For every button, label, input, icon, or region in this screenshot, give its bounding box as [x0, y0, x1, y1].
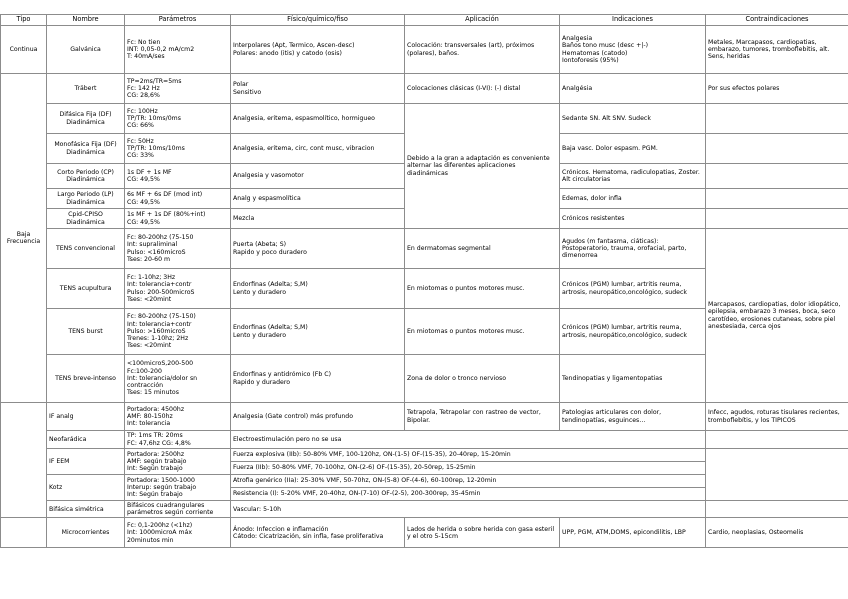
fisico-cpid: Mezcla: [231, 209, 405, 229]
param-tens-acu: Fc: 1-10hz; 3Hz Int: tolerancia+contr Pulso: 200-500microS Tses: <20mint: [125, 269, 231, 309]
span-neofaradica: Electroestimulación pero no se usa: [231, 431, 706, 449]
header-aplicacion: Aplicación: [405, 15, 560, 26]
param-if-analg: Portadora: 4500hz AMF: 80-150hz Int: tolerancia: [125, 403, 231, 431]
contra-cp: [706, 164, 848, 189]
ifeem-fuerza: Fuerza (IIb): 50-80% VMF, 70-100hz, ON-(2-6) OF-(15-35), 20-50rep, 15-25min: [231, 462, 706, 475]
nombre-tens-conv: TENS convencional: [47, 229, 125, 269]
contra-cpid: [706, 209, 848, 229]
nombre-tens-burst: TENS burst: [47, 309, 125, 355]
contra-traebert: Por sus efectos polares: [706, 74, 848, 104]
param-cpid: 1s MF + 1s DF (80%+int) CG: 49,5%: [125, 209, 231, 229]
bifasica-vascular: Vascular: 5-10h: [231, 501, 706, 518]
contra-lp: [706, 189, 848, 209]
aplic-tens-conv: En dermatomas segmental: [405, 229, 560, 269]
kotz-resistencia: Resistencia (I): 5-20% VMF, 20-40hz, ON-(7-10) OF-(2-5), 200-300rep, 35-45min: [231, 488, 706, 501]
contra-tens: Marcapasos, cardiopatias, dolor idiopático, epilepsia, embarazo 3 meses, boca, seco carotídeo, erosiones cutaneas, sobre piel anestesiada, cerca ojos: [706, 229, 848, 403]
contra-eem: [706, 449, 848, 501]
row-bifasica: [1, 501, 848, 518]
aplic-tens-breve: Zona de dolor o tronco nervioso: [405, 355, 560, 403]
fisico-cp: Analgesia y vasomotor: [231, 164, 405, 189]
aplic-tens-acu: En miotomas o puntos motores musc.: [405, 269, 560, 309]
electrotherapy-table: [0, 14, 848, 548]
header-tipo: Tipo: [1, 15, 47, 26]
fisico-mf: Analgesia, eritema, circ, cont musc, vibracion: [231, 134, 405, 164]
fisico-galvanica: Interpolares (Apt, Termico, Ascen-desc) Polares: anodo (itis) y catodo (osis): [231, 26, 405, 74]
nombre-micro: Microcorrientes: [47, 518, 125, 548]
param-ifeem: Portadora: 2500hz AMF: según trabajo Int: Según trabajo: [125, 449, 231, 475]
nombre-bifasica: Bifásica simétrica: [47, 501, 125, 518]
contra-mf: [706, 134, 848, 164]
header-nombre: Nombre: [47, 15, 125, 26]
indic-cpid: Crónicos resistentes: [560, 209, 706, 229]
param-tens-burst: Fc: 80-200hz (75-150) Int: tolerancia+contr Pulso: >160microS Trenes: 1-10hz; 2Hz Tses: <20mint: [125, 309, 231, 355]
kotz-atrofia: Atrofia genérico (IIa): 25-30% VMF, 50-70hz, ON-(5-8) OF-(4-6), 60-100rep, 12-20min: [231, 475, 706, 488]
indic-traebert: Analgésia: [560, 74, 706, 104]
nombre-ifeem: IF EEM: [47, 449, 125, 475]
aplic-tens-burst: En miotomas o puntos motores musc.: [405, 309, 560, 355]
aplic-galvanica: Colocación: transversales (art), próximos (polares), baños.: [405, 26, 560, 74]
fisico-lp: Analg y espasmolítica: [231, 189, 405, 209]
indic-tens-acu: Crónicos (PGM) lumbar, artritis reuma, artrosis, neuropático,oncológico, sudeck: [560, 269, 706, 309]
indic-mf: Baja vasc. Dolor espasm. PGM.: [560, 134, 706, 164]
fisico-tens-conv: Puerta (Abeta; S) Rapido y poco duradero: [231, 229, 405, 269]
indic-micro: UPP, PGM, ATM,DOMS, epicondilitis, LBP: [560, 518, 706, 548]
indic-tens-breve: Tendinopatias y ligamentopatias: [560, 355, 706, 403]
header-parametros: Parámetros: [125, 15, 231, 26]
tipo-micro: [1, 518, 47, 548]
fisico-tens-burst: Endorfinas (Adelta; S,M) Lento y duradero: [231, 309, 405, 355]
tipo-media: [1, 403, 47, 518]
nombre-tens-acu: TENS acupultura: [47, 269, 125, 309]
header-row: [1, 15, 848, 26]
param-bifasica: Bifásicos cuadrangulares parámetros según corriente: [125, 501, 231, 518]
param-mf: Fc: 50Hz TP/TR: 10ms/10ms CG: 33%: [125, 134, 231, 164]
param-traebert: TP=2ms/TR=5ms Fc: 142 Hz CG: 28,6%: [125, 74, 231, 104]
indic-cp: Crónicos. Hematoma, radiculopatias, Zoster. Alt circulatorias: [560, 164, 706, 189]
ifeem-fuerza-explosiva: Fuerza explosiva (IIb): 50-80% VMF, 100-120hz, ON-(1-5) OF-(15-35), 20-40rep, 15-20min: [231, 449, 706, 462]
aplic-if-analg: Tetrapola, Tetrapolar con rastreo de vector, Bipolar.: [405, 403, 560, 431]
row-df: [1, 104, 848, 134]
fisico-micro: Ánodo: Infeccion e inflamación Cátodo: Cicatrización, sin infla, fase proliferativa: [231, 518, 405, 548]
param-tens-conv: Fc: 80-200hz (75-150 Int: supraliminal Pulso: <160microS Tses: 20-60 m: [125, 229, 231, 269]
row-neofaradica: [1, 431, 848, 449]
contra-micro: Cardio, neoplasias, Osteomelis: [706, 518, 848, 548]
tipo-continua: Continua: [1, 26, 47, 74]
fisico-tens-acu: Endorfinas (Adelta; S,M) Lento y duradero: [231, 269, 405, 309]
aplic-diadinamicas: Debido a la gran a adaptación es conveniente alternar las diferentes aplicaciones diadinámicas: [405, 104, 560, 229]
param-neofaradica: TP: 1ms TR: 20ms FC: 47,6hz CG: 4,8%: [125, 431, 231, 449]
row-traebert: [1, 74, 848, 104]
param-micro: Fc: 0,1-200hz (<1hz) Int: 1000microA máx 20minutos min: [125, 518, 231, 548]
nombre-tens-breve: TENS breve-intenso: [47, 355, 125, 403]
nombre-neofaradica: Neofarádica: [47, 431, 125, 449]
aplic-traebert: Colocaciones clásicas (I-VI): (-) distal: [405, 74, 560, 104]
header-indicaciones: Indicaciones: [560, 15, 706, 26]
indic-tens-burst: Crónicos (PGM) lumbar, artritis reuma, artrosis, neuropático,oncológico, sudeck: [560, 309, 706, 355]
header-contraindicaciones: Contraindicaciones: [706, 15, 848, 26]
contra-df: [706, 104, 848, 134]
indic-galvanica: Analgesia Baños tono musc (desc +|-) Hematomas (catodo) Iontoforesis (95%): [560, 26, 706, 74]
row-if-analg: [1, 403, 848, 431]
fisico-traebert: Polar Sensitivo: [231, 74, 405, 104]
param-kotz: Portadora: 1500-1000 Interup: según trabajo Int: Según trabajo: [125, 475, 231, 501]
contra-neofaradica: [706, 431, 848, 449]
header-fisico: Físico/químico/fiso: [231, 15, 405, 26]
contra-if-analg: Infecc, agudos, roturas tisulares recientes, tromboflebítis, y los TIPICOS: [706, 403, 848, 431]
param-cp: 1s DF + 1s MF CG: 49,5%: [125, 164, 231, 189]
param-galvanica: Fc: No tien INT: 0,05-0,2 mA/cm2 T: 40mA/ses: [125, 26, 231, 74]
fisico-tens-breve: Endorfinas y antidrómico (Fb C) Rapido y duradero: [231, 355, 405, 403]
contra-galvanica: Metales, Marcapasos, cardiopatias, embarazo, tumores, tromboflebitis, alt. Sens, heridas: [706, 26, 848, 74]
fisico-df: Analgesia, eritema, espasmolítico, hormigueo: [231, 104, 405, 134]
aplic-micro: Lados de herida o sobre herida con gasa esteril y el otro 5-15cm: [405, 518, 560, 548]
nombre-kotz: Kotz: [47, 475, 125, 501]
indic-lp: Edemas, dolor infla: [560, 189, 706, 209]
indic-tens-conv: Agudos (m fantasma, ciáticas): Postoperatorio, trauma, orofacial, parto, dimenorrea: [560, 229, 706, 269]
nombre-if-analg: IF analg: [47, 403, 125, 431]
nombre-cp: Corto Periodo (CP) Diadinámica: [47, 164, 125, 189]
param-df: Fc: 100Hz TP/TR: 10ms/0ms CG: 66%: [125, 104, 231, 134]
nombre-lp: Largo Periodo (LP) Diadinámica: [47, 189, 125, 209]
indic-if-analg: Patologias articulares con dolor, tendinopatías, esguinces…: [560, 403, 706, 431]
param-tens-breve: <100microS,200-500 Fc:100-200 Int: tolerancia/dolor sn contracción Tses: 15 minutos: [125, 355, 231, 403]
row-ifeem-1: [1, 449, 848, 462]
nombre-df: Difásica Fija (DF) Diadinámica: [47, 104, 125, 134]
fisico-if-analg: Analgesia (Gate control) más profundo: [231, 403, 405, 431]
nombre-mf: Monofásica Fija (DF) Diadinámica: [47, 134, 125, 164]
nombre-cpid: Cpid-CPISO Diadinámica: [47, 209, 125, 229]
nombre-traebert: Träbert: [47, 74, 125, 104]
row-galvanica: [1, 26, 848, 74]
indic-df: Sedante SN. Alt SNV. Sudeck: [560, 104, 706, 134]
nombre-galvanica: Galvánica: [47, 26, 125, 74]
param-lp: 6s MF + 6s DF (mod int) CG: 49,5%: [125, 189, 231, 209]
row-tens-conv: [1, 229, 848, 269]
row-microcorrientes: [1, 518, 848, 548]
tipo-baja-frecuencia: Baja Frecuencia: [1, 74, 47, 403]
